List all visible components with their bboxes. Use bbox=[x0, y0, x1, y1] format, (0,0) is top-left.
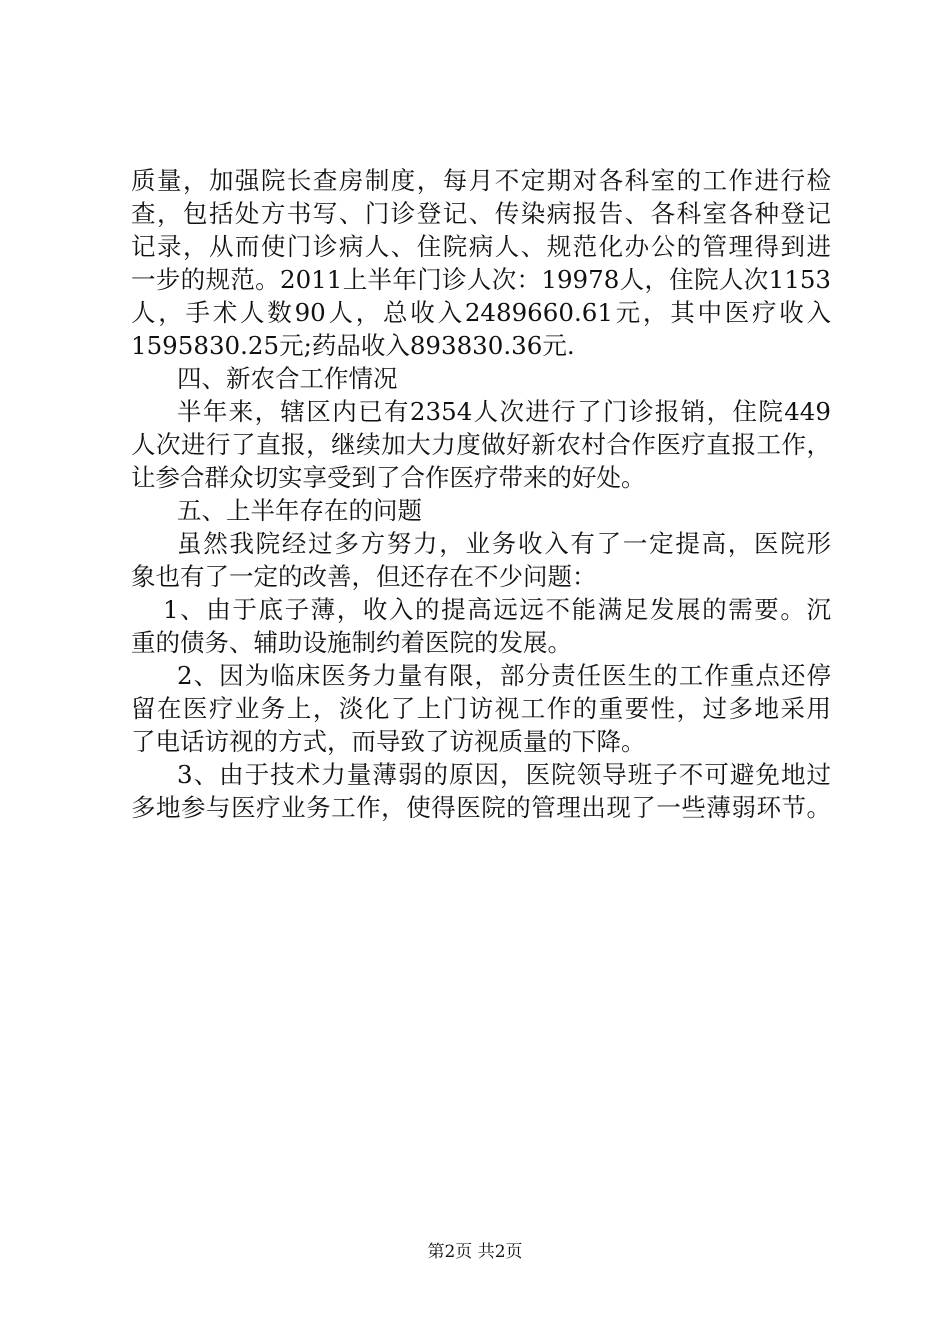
text-line: 了电话访视的方式，而导致了访视质量的下降。 bbox=[131, 727, 646, 756]
text-line: 2、因为临床医务力量有限，部分责任医生的工作重点还停 bbox=[177, 661, 831, 690]
text-line: 一步的规范。2011上半年门诊人次：19978人，住院人次1153 bbox=[131, 265, 831, 294]
document-body bbox=[131, 164, 831, 824]
text-line: 人，手术人数90人，总收入2489660.61元，其中医疗收入 bbox=[131, 298, 831, 327]
text-line: 质量，加强院长查房制度，每月不定期对各科室的工作进行检 bbox=[131, 166, 831, 195]
text-line: 半年来，辖区内已有2354人次进行了门诊报销，住院449 bbox=[177, 397, 831, 426]
text-line: 重的债务、辅助设施制约着医院的发展。 bbox=[131, 628, 572, 657]
text-line: 象也有了一定的改善，但还存在不少问题： bbox=[131, 562, 597, 591]
section-heading: 五、上半年存在的问题 bbox=[177, 496, 422, 525]
page-footer: 第2页 共2页 bbox=[427, 1242, 523, 1262]
text-line: 虽然我院经过多方努力，业务收入有了一定提高，医院形 bbox=[177, 529, 831, 558]
text-line: 1、由于底子薄，收入的提高远远不能满足发展的需要。沉 bbox=[163, 595, 831, 624]
text-line: 人次进行了直报，继续加大力度做好新农村合作医疗直报工作， bbox=[131, 430, 831, 459]
section-heading: 四、新农合工作情况 bbox=[177, 364, 398, 393]
text-line: 1595830.25元;药品收入893830.36元. bbox=[131, 331, 575, 360]
text-line: 让参合群众切实享受到了合作医疗带来的好处。 bbox=[131, 463, 646, 492]
text-line: 查，包括处方书写、门诊登记、传染病报告、各科室各种登记 bbox=[131, 199, 831, 228]
text-line: 多地参与医疗业务工作，使得医院的管理出现了一些薄弱环节。 bbox=[131, 793, 831, 822]
text-line: 记录，从而使门诊病人、住院病人、规范化办公的管理得到进 bbox=[131, 232, 831, 261]
text-line: 留在医疗业务上，淡化了上门访视工作的重要性，过多地采用 bbox=[131, 694, 831, 723]
text-line: 3、由于技术力量薄弱的原因，医院领导班子不可避免地过 bbox=[177, 760, 831, 789]
